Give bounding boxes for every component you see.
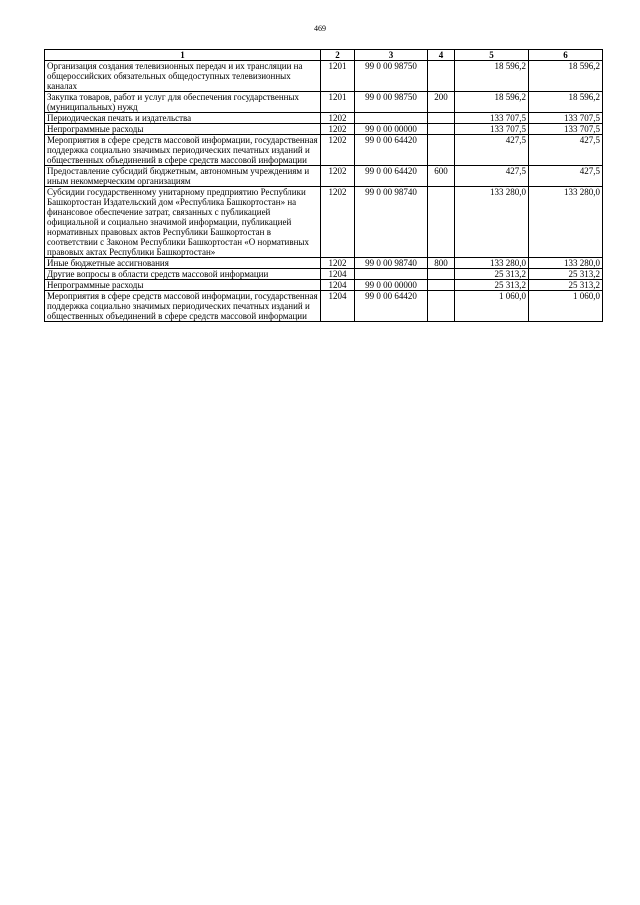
section-code-cell: 1204 [321, 291, 355, 322]
budget-table [44, 49, 603, 322]
amount-cell: 1 060,0 [529, 291, 603, 322]
expense-type-cell [428, 291, 455, 322]
amount-cell: 133 280,0 [529, 258, 603, 269]
target-item-cell: 99 0 00 64420 [355, 291, 428, 322]
amount-cell: 25 313,2 [529, 269, 603, 280]
table-row [45, 61, 603, 92]
amount-cell: 133 707,5 [455, 113, 529, 124]
amount-cell: 25 313,2 [455, 269, 529, 280]
amount-cell: 133 707,5 [455, 124, 529, 135]
expense-name-cell: Мероприятия в сфере средств массовой информации, государственная поддержка социально значимых периодических печатных изданий и общественных объединений в сфере средств массовой информации [45, 135, 321, 166]
table-row [45, 187, 603, 258]
target-item-cell: 99 0 00 64420 [355, 135, 428, 166]
expense-name-cell: Организация создания телевизионных передач и их трансляции на общероссийских обязательных общедоступных телевизионных каналах [45, 61, 321, 92]
table-header-row [45, 50, 603, 61]
header-cell: 2 [321, 50, 355, 61]
table-row [45, 124, 603, 135]
expense-name-cell: Непрограммные расходы [45, 280, 321, 291]
amount-cell: 25 313,2 [529, 280, 603, 291]
target-item-cell: 99 0 00 98750 [355, 61, 428, 92]
amount-cell: 25 313,2 [455, 280, 529, 291]
header-cell: 6 [529, 50, 603, 61]
expense-name-cell: Закупка товаров, работ и услуг для обеспечения государственных (муниципальных) нужд [45, 92, 321, 113]
expense-type-cell [428, 124, 455, 135]
section-code-cell: 1202 [321, 166, 355, 187]
section-code-cell: 1202 [321, 135, 355, 166]
page-number: 469 [314, 24, 326, 33]
target-item-cell: 99 0 00 98740 [355, 258, 428, 269]
section-code-cell: 1204 [321, 269, 355, 280]
section-code-cell: 1202 [321, 124, 355, 135]
expense-type-cell [428, 113, 455, 124]
amount-cell: 133 280,0 [529, 187, 603, 258]
header-cell: 4 [428, 50, 455, 61]
table-row [45, 166, 603, 187]
target-item-cell [355, 269, 428, 280]
expense-name-cell: Предоставление субсидий бюджетным, автономным учреждениям и иным некоммерческим организациям [45, 166, 321, 187]
target-item-cell: 99 0 00 98750 [355, 92, 428, 113]
expense-type-cell [428, 269, 455, 280]
section-code-cell: 1201 [321, 61, 355, 92]
amount-cell: 18 596,2 [455, 61, 529, 92]
expense-name-cell: Периодическая печать и издательства [45, 113, 321, 124]
expense-name-cell: Другие вопросы в области средств массовой информации [45, 269, 321, 280]
section-code-cell: 1204 [321, 280, 355, 291]
amount-cell: 427,5 [529, 166, 603, 187]
table-row [45, 269, 603, 280]
expense-type-cell: 200 [428, 92, 455, 113]
expense-type-cell: 800 [428, 258, 455, 269]
table-row [45, 258, 603, 269]
expense-type-cell [428, 61, 455, 92]
table-row [45, 280, 603, 291]
amount-cell: 18 596,2 [529, 61, 603, 92]
amount-cell: 427,5 [455, 166, 529, 187]
expense-type-cell [428, 280, 455, 291]
section-code-cell: 1201 [321, 92, 355, 113]
expense-type-cell: 600 [428, 166, 455, 187]
section-code-cell: 1202 [321, 113, 355, 124]
amount-cell: 1 060,0 [455, 291, 529, 322]
header-cell: 1 [45, 50, 321, 61]
expense-type-cell [428, 187, 455, 258]
amount-cell: 427,5 [529, 135, 603, 166]
amount-cell: 133 280,0 [455, 258, 529, 269]
amount-cell: 133 707,5 [529, 113, 603, 124]
expense-name-cell: Иные бюджетные ассигнования [45, 258, 321, 269]
amount-cell: 133 707,5 [529, 124, 603, 135]
header-cell: 5 [455, 50, 529, 61]
target-item-cell [355, 113, 428, 124]
table-row [45, 92, 603, 113]
table-row [45, 135, 603, 166]
expense-name-cell: Субсидии государственному унитарному предприятию Республики Башкортостан Издательский дом «Республика Башкортостан» на финансовое обеспечение затрат, связанных с публикацией официальной и социально значимой информации, публикацией нормативных правовых актов Республики Башкортостан в соответствии с Законом Республики Башкортостан «О нормативных правовых актах Республики Башкортостан» [45, 187, 321, 258]
expense-type-cell [428, 135, 455, 166]
target-item-cell: 99 0 00 00000 [355, 124, 428, 135]
table-row [45, 291, 603, 322]
section-code-cell: 1202 [321, 187, 355, 258]
amount-cell: 18 596,2 [455, 92, 529, 113]
section-code-cell: 1202 [321, 258, 355, 269]
amount-cell: 133 280,0 [455, 187, 529, 258]
expense-name-cell: Непрограммные расходы [45, 124, 321, 135]
target-item-cell: 99 0 00 64420 [355, 166, 428, 187]
table-row [45, 113, 603, 124]
target-item-cell: 99 0 00 00000 [355, 280, 428, 291]
amount-cell: 18 596,2 [529, 92, 603, 113]
expense-name-cell: Мероприятия в сфере средств массовой информации, государственная поддержка социально значимых периодических печатных изданий и общественных объединений в сфере средств массовой информации [45, 291, 321, 322]
target-item-cell: 99 0 00 98740 [355, 187, 428, 258]
header-cell: 3 [355, 50, 428, 61]
amount-cell: 427,5 [455, 135, 529, 166]
